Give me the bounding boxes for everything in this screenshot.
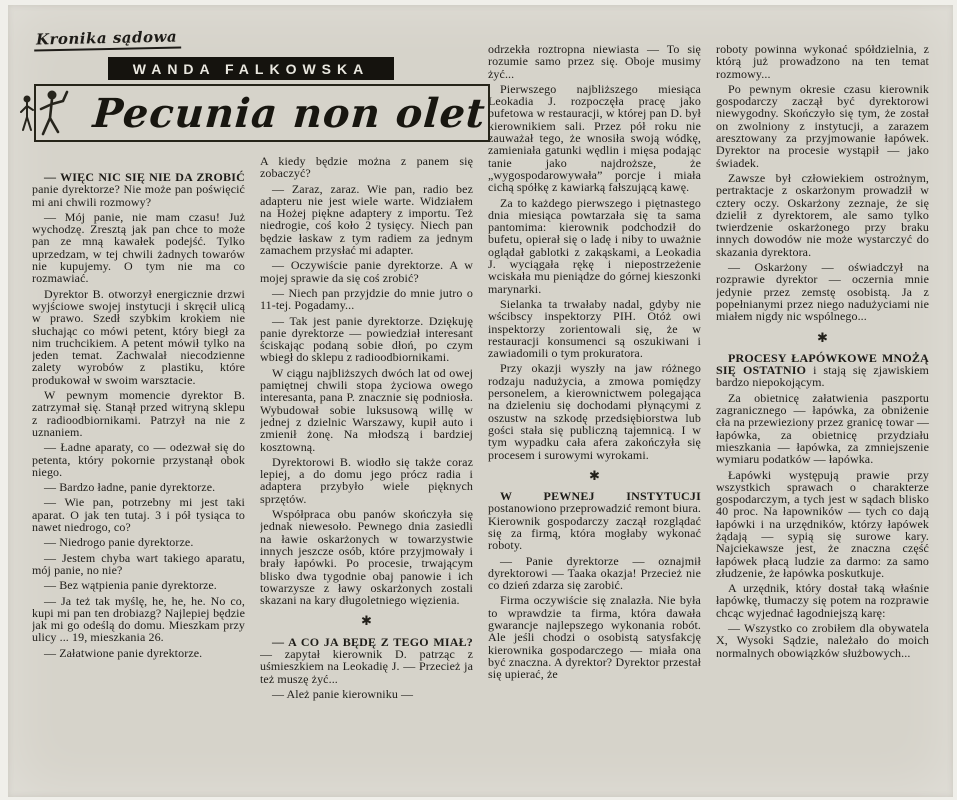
column-4 (716, 43, 929, 791)
article-header (34, 29, 490, 142)
paragraph: — Ładne aparaty, co — odezwał się do petenta, który pokornie przystanął obok niego. (32, 440, 245, 479)
paragraph: — Wie pan, potrzebny mi jest taki aparat. O jak ten tutaj. 3 i pół tysiąca to nawet niedrogo, co? (32, 495, 245, 535)
paragraph: roboty powinna wykonać spółdzielnia, z którą już prowadzono na ten temat rozmowy... (716, 43, 929, 81)
paragraph-lead: — WIĘC NIC SIĘ NIE DA ZROBIĆ (44, 170, 245, 184)
article-title: Pecunia non olet (91, 89, 487, 137)
paragraph: A urzędnik, który dostał taką właśnie łapówkę, tłumaczy się potem na rozprawie chcąc wyjednać łagodniejszą karę: (716, 581, 929, 620)
paragraph: — Mój panie, nie mam czasu! Już wychodzę. Zresztą jak pan chce to może pan ze mną kawałek podejść. Tylko uprzedzam, w tej chwili żadnych towarów nie kupujemy. O tym nie ma co rozmawiać. (32, 209, 245, 286)
paragraph: Łapówki występują prawie przy wszystkich sprawach o charakterze gospodarczym, a tych jest w sądach blisko 40 proc. Na łapowników — tych co dają łapówki i na urzędników, którzy łapówek żądają — sypią się surowe kary. Najciekawsze jest, że znaczna część łapówek płacą ludzie za darmo: za samo złudzenie, że łapówka poskutkuje. (716, 467, 929, 580)
section-separator: ✱ (817, 329, 828, 345)
column-1 (32, 43, 245, 791)
article-body (32, 43, 929, 791)
paragraph: PROCESY ŁAPÓWKOWE MNOŻĄ SIĘ OSTATNIO i stają się zjawiskiem bardzo niepokojącym. (716, 350, 929, 390)
paragraph: W ciągu najbliższych dwóch lat od owej pamiętnej chwili stopa życiowa owego interesanta, pana P. znacznie się podniosła. Wybudował sobie luksusową willę w jednej z dzielnic Warszawy, kupił auto i zmienił żonę. Na młodszą i bardziej kosztowną. (260, 365, 473, 454)
author-name-bar: WANDA FALKOWSKA (108, 57, 394, 80)
section-separator: ✱ (361, 613, 372, 629)
paragraph: — Załatwione panie dyrektorze. (44, 645, 203, 660)
paragraph: Firma oczywiście się znalazła. Nie była to wprawdzie ta firma, która dawała gwarancje najlepszego wykonania robót. Ale jeśli chodzi o osobistą satysfakcję kierownika gospodarczego — miała ona być znaczna. A dyrektor? Dyrektor przestał się upierać, że (488, 593, 701, 682)
paragraph: A kiedy będzie można z panem się zobaczyć? (260, 154, 473, 181)
paragraph: — Niedrogo panie dyrektorze. (44, 535, 194, 550)
paragraph: Za to każdego pierwszego i piętnastego dnia miesiąca powtarzała się ta sama pantomima: kierownik podchodził do bufetu, opierał się o ladę i niby to uważnie oglądał gablotki z zakąskami, a Leokadia J. wyciągała rękę i niepostrzeżenie wciskała mu pieniądze do górnej kieszonki marynarki. (488, 195, 701, 296)
paragraph-lead: — A CO JA BĘDĘ Z TEGO MIAŁ? (272, 634, 473, 649)
paragraph: — Jestem chyba wart takiego aparatu, mój panie, no nie? (32, 550, 245, 577)
paragraph: W PEWNEJ INSTYTUCJI postanowiono przeprowadzić remont biura. Kierownik gospodarczy zaczął rozglądać się za firmą, która mogłaby wykonać roboty. (488, 489, 701, 553)
paragraph: Sielanka ta trwałaby nadal, gdyby nie wścibscy inspektorzy PIH. Otóż owi inspektorzy zorientowali się, że w restauracji konsumenci są oszukiwani i zawiadomili o tym prokuratora. (488, 296, 701, 361)
paragraph: Zawsze był człowiekiem ostrożnym, pertraktacje z oskarżonym prowadził w cztery oczy. Oskarżony zeznaje, że się dzielił z dyrektorem, ale samo tylko twierdzenie oskarżonego przy braku innych dowodów nie może wystarczyć do skazania dyrektora. (716, 170, 929, 259)
paragraph: Pierwszego najbliższego miesiąca Leokadia J. rozpoczęła pracę jako bufetowa w restauracji, w której pan D. był kierownikiem sali. Przez pół roku nie zauważał tego, że wnosiła swoją wódkę, zamieniała gatunki wędlin i mięsa podając tanie jako najdroższe, że „wygospodarowywała” porcje i miała cichą spółkę z kawiarką fałszującą kawę. (488, 81, 701, 195)
paragraph: — Ja też tak myślę, he, he, he. No co, kupi mi pan ten drobiazg? Najlepiej będzie jak mi go odeślą do domu. Mieszkam przy ulicy ... 19, mieszkania 26. (32, 593, 245, 645)
paragraph: — A CO JA BĘDĘ Z TEGO MIAŁ? — zapytał kierownik D. patrząc z uśmieszkiem na Leokadię J. — Przecież ja też muszę żyć... (260, 634, 473, 686)
paragraph-lead: PROCESY ŁAPÓWKOWE MNOŻĄ SIĘ OSTATNIO (716, 350, 929, 378)
paragraph: odrzekła roztropna niewiasta — To się rozumie samo przez się. Oboje musimy żyć... (488, 43, 701, 81)
paragraph: — Oskarżony — oświadczył na rozprawie dyrektor — oczernia mnie jedynie przez zemstę osobistą. Ja z popełnianymi przez niego nadużyciami nie miałem nigdy nic wspólnego... (716, 260, 929, 324)
paragraph: — Tak jest panie dyrektorze. Dziękuję panie dyrektorze — powiedział interesant ściskając podaną sobie dłoń, po czym wbiegł do sklepu z radioodbiornikami. (260, 313, 473, 365)
paragraph: — WIĘC NIC SIĘ NIE DA ZROBIĆ panie dyrektorze? Nie może pan poświęcić mi ani chwili rozmowy? (32, 170, 245, 209)
paragraph: Dyrektorowi B. wiodło się także coraz lepiej, a do domu jego prócz radia i adaptera przybyło wiele pięknych sprzętów. (260, 454, 473, 506)
paragraph: — Niech pan przyjdzie do mnie jutro o 11-tej. Pogadamy... (260, 285, 473, 313)
section-kicker: Kronika sądowa (34, 27, 182, 51)
paragraph: Dyrektor B. otworzył energicznie drzwi wyjściowe swojej instytucji i skręcił ulicą w prawo. Szedł szybkim krokiem nie słuchając co mówi petent, który biegł za nim truchcikiem. A petent mówił tylko na jeden temat. Zachwalał niecodzienne zalety wyrobów z plastiku, które produkował w swoim warsztacie. (32, 286, 245, 387)
paragraph: Za obietnicę załatwienia paszportu zagranicznego — łapówka, za obniżenie cła na przewieziony przez granicę towar — łapówka, za obietnicę przydziału mieszkania — łapówka, za zmniejszenie wymiaru podatków — łapówka. (716, 390, 929, 467)
dancing-figures-icon (18, 86, 74, 138)
column-3 (488, 43, 701, 791)
paragraph: Przy okazji wyszły na jaw różnego rodzaju nadużycia, a zmowa pomiędzy personelem, a kierownictwem polegająca na dzieleniu się dochodami płynącymi z oszustw na szkodę przedsiębiorstwa lub gości stała się publiczną tajemnicą. I w tym wypadku cała afera zakończyła się procesem i surowymi wyrokami. (488, 361, 701, 462)
paragraph: Po pewnym okresie czasu kierownik gospodarczy zaczął być dyrektorowi niewygodny. Skończyło się tym, że został on zwolniony z instytucji, a zarazem aresztowany za przyjmowanie łapówek. Dyrektor na procesie wystąpił — jako świadek. (716, 81, 929, 170)
paragraph: — Zaraz, zaraz. Wie pan, radio bez adapteru nie jest wiele warte. Widziałem na Hożej piękne adaptery z importu. Też niedrogie, coś koło 2 tysięcy. Niech pan będzie łaskaw z tym radiem za jednym zamachem przysłać mi adapter. (260, 181, 473, 258)
paragraph-lead: W PEWNEJ INSTYTUCJI (500, 489, 701, 504)
paragraph: — Bez wątpienia panie dyrektorze. (44, 578, 217, 593)
section-separator: ✱ (589, 467, 600, 483)
paragraph: — Panie dyrektorze — oznajmił dyrektorowi — Taaka okazja! Przecież nie co dzień zdarza się zarobić. (488, 553, 701, 593)
column-2 (260, 43, 473, 791)
paragraph: — Wszystko co zrobiłem dla obywatela X, Wysoki Sądzie, należało do moich normalnych obowiązków służbowych... (716, 621, 929, 660)
paragraph: — Oczywiście panie dyrektorze. A w mojej sprawie da się coś zrobić? (260, 258, 473, 285)
paragraph: — Ależ panie kierowniku — (272, 686, 414, 701)
title-box (34, 84, 490, 142)
newspaper-scan (8, 5, 953, 797)
paragraph: W pewnym momencie dyrektor B. zatrzymał się. Stanął przed witryną sklepu z radioodbiornikami. Patrzył na nie z uznaniem. (32, 388, 245, 439)
paragraph: — Bardzo ładne, panie dyrektorze. (44, 480, 216, 495)
paragraph: Współpraca obu panów skończyła się jednak niewesoło. Pewnego dnia zasiedli na ławie oskarżonych w towarzystwie innych jeszcze osób, które przyjmowały i brały łapówki. Po procesie, trwającym blisko dwa tygodnie obaj panowie i ich towarzysze z ławy oskarżonych zostali skazani na kary długoletniego więzienia. (260, 507, 473, 608)
